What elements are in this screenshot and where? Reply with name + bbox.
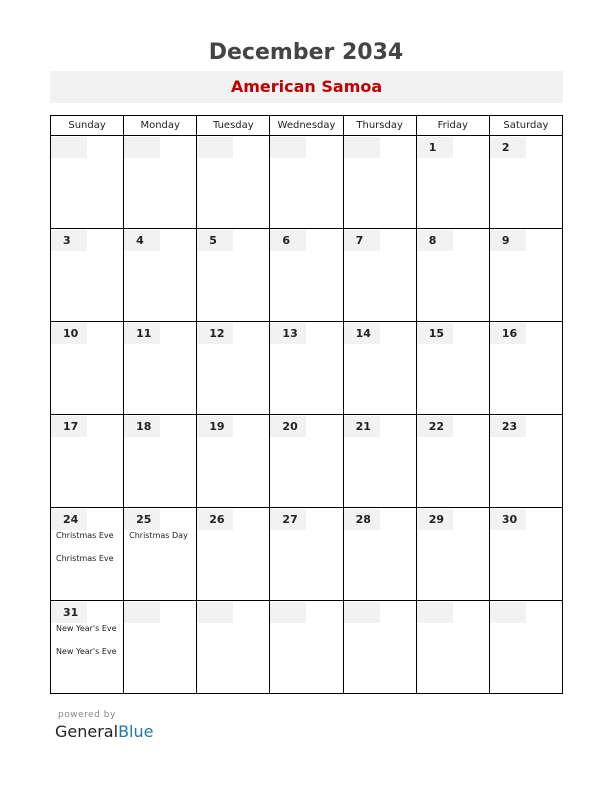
region-name: American Samoa [230,77,383,96]
day-number: 8 [417,230,453,251]
holiday-event: New Year's Eve [56,647,117,656]
day-cell [343,229,416,322]
weekday-tuesday: Tuesday [197,116,270,136]
empty-day-cell [343,601,416,694]
week-row [51,229,563,322]
day-number: 19 [197,416,233,437]
day-number: 21 [344,416,380,437]
day-number: 22 [417,416,453,437]
day-number [124,137,160,158]
day-number: 3 [51,230,87,251]
day-number: 12 [197,323,233,344]
week-row [51,601,563,694]
day-cell [197,508,270,601]
day-cell [270,415,343,508]
empty-day-cell [343,136,416,229]
day-number: 27 [270,509,306,530]
day-number: 2 [490,137,526,158]
empty-day-cell [197,136,270,229]
day-cell [197,415,270,508]
logo-text-general: General [55,722,119,741]
day-number: 4 [124,230,160,251]
day-number: 10 [51,323,87,344]
empty-day-cell [270,136,343,229]
day-number: 28 [344,509,380,530]
generalblue-logo [55,722,153,741]
day-number [344,137,380,158]
day-number: 16 [490,323,526,344]
day-cell [51,322,124,415]
day-number: 25 [124,509,160,530]
empty-day-cell [51,136,124,229]
day-cell [51,508,124,601]
day-number: 30 [490,509,526,530]
day-number: 31 [51,602,87,623]
day-number: 17 [51,416,87,437]
day-cell [197,229,270,322]
day-number [490,602,526,623]
day-number: 26 [197,509,233,530]
day-cell [343,322,416,415]
day-cell [124,229,197,322]
logo-text-blue: Blue [118,722,154,741]
day-cell [416,508,489,601]
day-cell [124,322,197,415]
day-number: 1 [417,137,453,158]
day-cell [416,415,489,508]
empty-day-cell [197,601,270,694]
holiday-event: Christmas Eve [56,531,114,540]
day-number: 24 [51,509,87,530]
day-cell [489,136,562,229]
day-cell [416,136,489,229]
calendar-grid [50,115,563,694]
weekday-saturday: Saturday [489,116,562,136]
powered-by-label: powered by [58,710,116,720]
day-number: 5 [197,230,233,251]
day-number [197,602,233,623]
day-cell [416,322,489,415]
day-number: 15 [417,323,453,344]
week-row [51,508,563,601]
week-row [51,415,563,508]
day-number: 6 [270,230,306,251]
day-number: 13 [270,323,306,344]
weekday-thursday: Thursday [343,116,416,136]
empty-day-cell [489,601,562,694]
week-row [51,136,563,229]
day-cell [270,229,343,322]
day-cell [51,601,124,694]
day-number: 23 [490,416,526,437]
weekday-header-row [51,116,563,136]
weekday-sunday: Sunday [51,116,124,136]
empty-day-cell [416,601,489,694]
weekday-friday: Friday [416,116,489,136]
day-number [51,137,87,158]
day-number: 20 [270,416,306,437]
empty-day-cell [124,136,197,229]
day-cell [489,322,562,415]
day-number: 18 [124,416,160,437]
weekday-wednesday: Wednesday [270,116,343,136]
empty-day-cell [124,601,197,694]
day-cell [270,508,343,601]
day-cell [124,508,197,601]
day-cell [489,229,562,322]
weekday-monday: Monday [124,116,197,136]
day-cell [489,415,562,508]
day-number: 14 [344,323,380,344]
calendar-body [51,136,563,694]
day-cell [51,415,124,508]
day-number [344,602,380,623]
day-cell [197,322,270,415]
day-cell [124,415,197,508]
day-number [124,602,160,623]
holiday-event: New Year's Eve [56,624,117,633]
day-number [417,602,453,623]
day-number [197,137,233,158]
day-number [270,602,306,623]
holiday-event: Christmas Eve [56,554,114,563]
empty-day-cell [270,601,343,694]
day-cell [270,322,343,415]
holiday-event: Christmas Day [129,531,188,540]
day-cell [489,508,562,601]
day-number [270,137,306,158]
region-banner [50,71,563,103]
day-cell [416,229,489,322]
day-cell [51,229,124,322]
day-number: 11 [124,323,160,344]
day-cell [343,415,416,508]
week-row [51,322,563,415]
day-number: 7 [344,230,380,251]
day-number: 29 [417,509,453,530]
day-cell [343,508,416,601]
day-number: 9 [490,230,526,251]
calendar-title: December 2034 [208,40,404,65]
